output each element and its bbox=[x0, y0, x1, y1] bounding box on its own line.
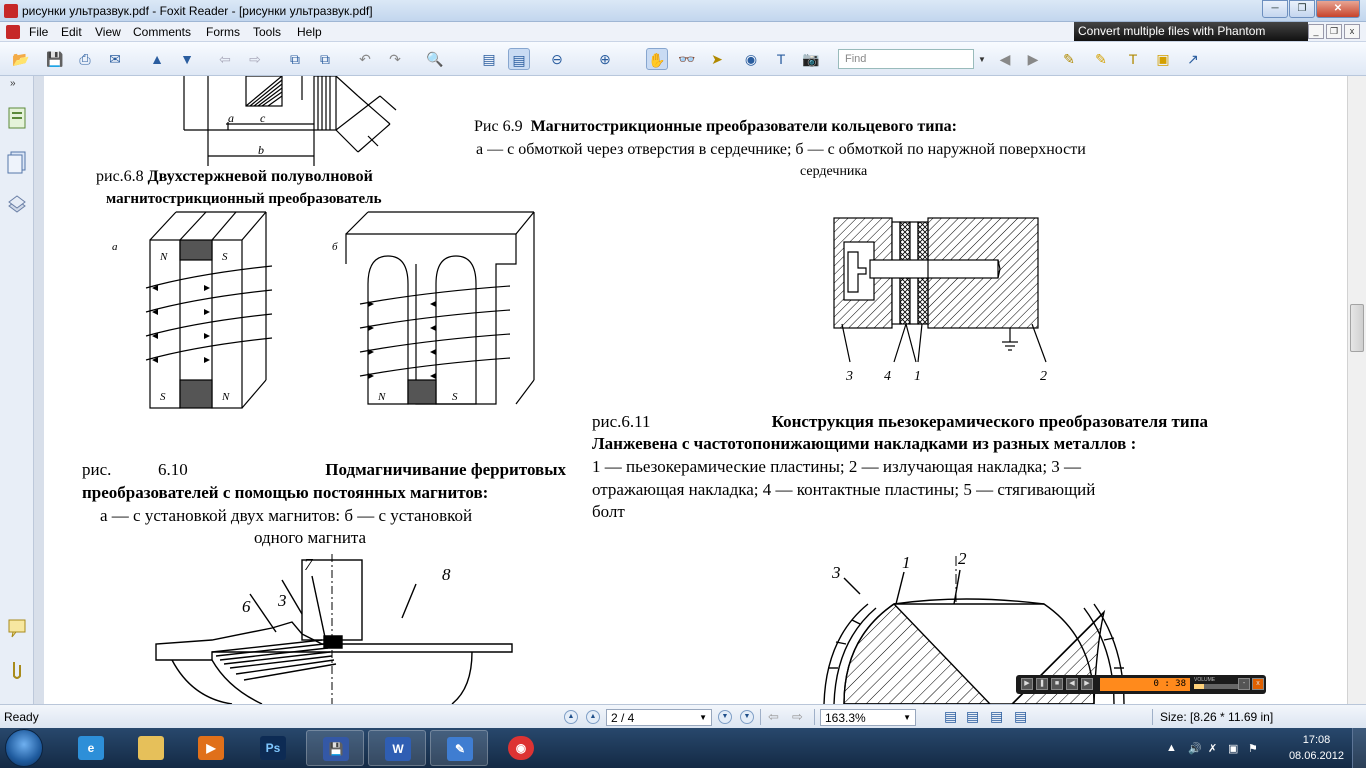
fig68-drawing bbox=[164, 76, 424, 168]
clock-date: 08.06.2012 bbox=[1288, 750, 1344, 762]
taskbar bbox=[0, 728, 1366, 768]
first-page-icon[interactable]: ▲ bbox=[564, 710, 578, 724]
player-stop-button[interactable]: ■ bbox=[1051, 678, 1063, 690]
email-icon[interactable]: ✉ bbox=[109, 51, 121, 67]
navigation-panel bbox=[0, 76, 34, 704]
zoom-icon[interactable]: 🔍 bbox=[426, 51, 444, 67]
fig610-caption-bold-1: Подмагничивание ферритовых bbox=[325, 460, 566, 479]
fig611-caption-line4: отражающая накладка; 4 — контактные пластины; 5 — стягивающий bbox=[592, 480, 1096, 499]
phantom-banner[interactable]: Convert multiple files with Phantom bbox=[1074, 22, 1308, 41]
page-size-label: Size: [8.26 * 11.69 in] bbox=[1160, 710, 1274, 724]
text-viewer-icon[interactable]: T bbox=[776, 51, 786, 67]
player-volume-slider[interactable] bbox=[1194, 684, 1242, 689]
show-desktop-button[interactable] bbox=[1352, 728, 1366, 768]
fig69-caption-line3: сердечника bbox=[800, 164, 868, 179]
hand-tool-icon[interactable]: ✋ bbox=[646, 48, 668, 70]
bottom-left-num-6: 6 bbox=[242, 597, 251, 616]
zoom-field[interactable] bbox=[820, 709, 916, 726]
typewriter-icon[interactable]: T bbox=[1128, 51, 1138, 67]
last-page-icon[interactable]: ▼ bbox=[740, 710, 754, 724]
single-page-icon[interactable]: ▤ bbox=[944, 708, 958, 724]
next-page-icon[interactable]: ▼ bbox=[180, 51, 194, 67]
fig68-label-c: c bbox=[260, 111, 266, 125]
toolbar bbox=[0, 42, 1366, 76]
player-minimize-button[interactable]: - bbox=[1238, 678, 1250, 690]
save-icon[interactable]: 💾 bbox=[46, 51, 64, 67]
fig68-label-b: b bbox=[258, 143, 264, 157]
forward-icon[interactable]: ⇨ bbox=[249, 51, 261, 67]
fig68-label-a: a bbox=[228, 111, 234, 125]
status-text: Ready bbox=[4, 710, 39, 724]
select-pointer-icon[interactable]: ➤ bbox=[711, 51, 723, 67]
bottom-right-num-3: 3 bbox=[832, 563, 841, 582]
chrome-icon: ◉ bbox=[508, 736, 534, 760]
document-viewport[interactable] bbox=[44, 76, 1347, 704]
player-pause-button[interactable]: ❚ bbox=[1036, 678, 1048, 690]
taskbar-explorer[interactable] bbox=[122, 730, 180, 766]
menu-edit[interactable]: Edit bbox=[61, 25, 82, 39]
pole-label-2: S bbox=[222, 251, 228, 263]
fig611-num-2: 2 bbox=[1040, 369, 1047, 384]
panel-splitter[interactable] bbox=[34, 76, 44, 704]
volume-icon[interactable]: 🔊 bbox=[1188, 743, 1202, 755]
fig611-caption-line3: 1 — пьезокерамические пластины; 2 — излучающая накладка; 3 — bbox=[592, 457, 1082, 476]
player-close-button[interactable]: x bbox=[1252, 678, 1264, 690]
menu-forms[interactable]: Forms bbox=[206, 25, 240, 39]
highlight-icon[interactable]: ✎ bbox=[1095, 51, 1107, 67]
tray-app-icon[interactable]: ▣ bbox=[1228, 743, 1239, 755]
fig611-num-3: 3 bbox=[846, 369, 853, 384]
player-time-display: 0 : 38 bbox=[1100, 678, 1190, 691]
network-icon[interactable]: ✗ bbox=[1208, 743, 1218, 755]
taskbar-ie[interactable] bbox=[62, 730, 120, 766]
clock-time: 17:08 bbox=[1302, 734, 1331, 746]
find-next-icon[interactable]: ▶ bbox=[1027, 51, 1039, 67]
attachments-icon[interactable] bbox=[6, 658, 28, 682]
fig610-caption-prefix: рис. bbox=[82, 460, 112, 479]
vertical-scrollbar[interactable] bbox=[1347, 76, 1366, 704]
fig611-caption-line1 bbox=[592, 412, 1208, 432]
zoom-value: 163.3% bbox=[825, 711, 866, 725]
bottom-left-num-8: 8 bbox=[442, 565, 451, 584]
note-icon[interactable]: ▣ bbox=[1156, 51, 1170, 67]
start-button[interactable] bbox=[5, 729, 43, 767]
page-number-field[interactable] bbox=[606, 709, 712, 726]
window-title: рисунки ультразвук.pdf - Foxit Reader - [рисунки ультразвук.pdf] bbox=[22, 4, 373, 18]
fig611-num-1: 1 bbox=[914, 369, 921, 384]
find-dropdown-icon[interactable]: ▼ bbox=[978, 55, 986, 64]
zoom-in-icon[interactable]: ⊕ bbox=[599, 51, 611, 67]
pages-icon[interactable] bbox=[6, 150, 28, 174]
doc-minimize-button[interactable]: _ bbox=[1308, 24, 1324, 39]
fig68-caption-bold-1: Двухстержневой полуволновой bbox=[147, 168, 373, 185]
comments-panel-icon[interactable] bbox=[6, 616, 28, 640]
bookmarks-icon[interactable] bbox=[6, 106, 28, 130]
fig611-caption-prefix: рис.6.11 bbox=[592, 412, 651, 431]
media-icon: ▶ bbox=[198, 736, 224, 760]
media-player bbox=[1016, 675, 1266, 694]
word-icon: W bbox=[385, 737, 411, 761]
minimize-button[interactable]: ─ bbox=[1262, 0, 1288, 18]
fig611-caption-bold-1: Конструкция пьезокерамического преобразователя типа bbox=[771, 412, 1208, 431]
player-next-button[interactable]: ▶ bbox=[1081, 678, 1093, 690]
fig610-label-a: а bbox=[112, 241, 118, 253]
clock[interactable] bbox=[1289, 732, 1344, 764]
fig69-caption-bold: Магнитострикционные преобразователи кольцевого типа: bbox=[530, 118, 957, 135]
pole-label-6: S bbox=[452, 391, 458, 403]
fig69-caption-line1 bbox=[474, 118, 957, 136]
pole-label-3: S bbox=[160, 391, 166, 403]
bottom-right-num-2: 2 bbox=[958, 549, 967, 568]
continuous-icon[interactable]: ▤ bbox=[966, 708, 980, 724]
print-icon[interactable]: ⎙ bbox=[79, 51, 91, 67]
system-tray bbox=[1136, 728, 1366, 768]
fig611-caption-line2: Ланжевена с частотопонижающими накладками из разных металлов : bbox=[592, 434, 1137, 453]
bottom-left-drawing bbox=[152, 548, 522, 704]
maximize-button[interactable]: ❐ bbox=[1289, 0, 1315, 18]
menu-view[interactable]: View bbox=[95, 25, 121, 39]
fit-page-icon[interactable]: ▤ bbox=[482, 51, 496, 67]
taskbar-chrome[interactable] bbox=[492, 730, 550, 766]
fig611-drawing bbox=[820, 212, 1090, 390]
taskbar-word[interactable] bbox=[368, 730, 426, 766]
pole-label-1: N bbox=[160, 251, 168, 263]
window-controls bbox=[1261, 0, 1360, 18]
back-view-icon[interactable]: ⇦ bbox=[768, 709, 779, 724]
fig68-caption-line2: магнитострикционный преобразователь bbox=[106, 191, 382, 207]
continuous-facing-icon[interactable]: ▤ bbox=[1014, 708, 1028, 724]
player-volume-label: VOLUME bbox=[1194, 677, 1216, 683]
back-icon[interactable]: ⇦ bbox=[219, 51, 231, 67]
document-icon[interactable] bbox=[6, 25, 20, 39]
copy-icon[interactable]: ⧉ bbox=[290, 51, 300, 67]
arrow-tool-icon[interactable]: ↗ bbox=[1187, 51, 1199, 67]
fig610-caption-num: 6.10 bbox=[158, 460, 188, 479]
fig610-caption-line1 bbox=[82, 460, 566, 480]
find-prev-icon[interactable]: ◀ bbox=[999, 51, 1011, 67]
open-icon[interactable]: 📂 bbox=[12, 51, 30, 67]
taskbar-photoshop[interactable] bbox=[244, 730, 302, 766]
photoshop-icon: Ps bbox=[260, 736, 286, 760]
fig610-drawing bbox=[106, 204, 546, 414]
player-prev-button[interactable]: ◀ bbox=[1066, 678, 1078, 690]
close-button[interactable]: ✕ bbox=[1316, 0, 1360, 18]
fig610-label-b: б bbox=[332, 241, 338, 253]
undo-icon[interactable]: ↶ bbox=[359, 51, 371, 67]
menu-tools[interactable]: Tools bbox=[253, 25, 282, 39]
bottom-left-num-7: 7 bbox=[304, 555, 313, 574]
fig69-caption-prefix: Рис 6.9 bbox=[474, 118, 523, 135]
document-window-controls bbox=[1306, 24, 1360, 39]
snapshot-icon[interactable]: 📷 bbox=[802, 51, 820, 67]
scroll-thumb[interactable] bbox=[1350, 304, 1364, 352]
fig611-num-4: 4 bbox=[884, 369, 891, 384]
foxit-icon: ✎ bbox=[447, 737, 473, 761]
fit-width-icon[interactable]: ▤ bbox=[508, 48, 530, 70]
redo-icon[interactable]: ↷ bbox=[389, 51, 401, 67]
prev-page-icon[interactable]: ▲ bbox=[150, 51, 164, 67]
page-dropdown-icon[interactable]: ▼ bbox=[699, 713, 707, 722]
ie-icon: e bbox=[78, 736, 104, 760]
folder-icon bbox=[138, 736, 164, 760]
taskbar-media[interactable] bbox=[182, 730, 240, 766]
select-text-icon[interactable]: 👓 bbox=[678, 51, 696, 67]
paste-icon[interactable]: ⧉ bbox=[320, 51, 330, 67]
taskbar-foxit[interactable] bbox=[430, 730, 488, 766]
disk-icon: 💾 bbox=[323, 737, 349, 761]
fig610-caption-line4: одного магнита bbox=[254, 528, 367, 547]
zoom-dropdown-icon[interactable]: ▼ bbox=[903, 713, 911, 722]
fig610-caption-line3: а — с установкой двух магнитов: б — с установкой bbox=[100, 506, 473, 525]
status-bar bbox=[0, 704, 1366, 728]
player-play-button[interactable]: ▶ bbox=[1021, 678, 1033, 690]
fig69-caption-line2: а — с обмоткой через отверстия в сердечнике; б — с обмоткой по наружной поверхности bbox=[476, 141, 1086, 158]
layers-icon[interactable] bbox=[6, 194, 28, 218]
title-bar bbox=[0, 0, 1366, 22]
fig610-caption-line2: преобразователей с помощью постоянных магнитов: bbox=[82, 483, 489, 502]
expand-panel-icon[interactable]: » bbox=[10, 78, 16, 89]
find-binoculars-icon[interactable]: ◉ bbox=[744, 51, 758, 67]
zoom-out-icon[interactable]: ⊖ bbox=[551, 51, 563, 67]
doc-close-button[interactable]: x bbox=[1344, 24, 1360, 39]
forward-view-icon[interactable]: ⇨ bbox=[792, 709, 803, 724]
prev-page-status-icon[interactable]: ▲ bbox=[586, 710, 600, 724]
next-page-status-icon[interactable]: ▼ bbox=[718, 710, 732, 724]
menu-help[interactable]: Help bbox=[297, 25, 322, 39]
facing-icon[interactable]: ▤ bbox=[990, 708, 1004, 724]
menu-file[interactable]: File bbox=[29, 25, 49, 39]
fig611-caption-line5: болт bbox=[592, 502, 625, 521]
page-number-value: 2 / 4 bbox=[611, 711, 635, 725]
pole-label-4: N bbox=[222, 391, 230, 403]
tray-show-hidden-icon[interactable]: ▲ bbox=[1166, 742, 1177, 754]
edit-icon[interactable]: ✎ bbox=[1063, 51, 1075, 67]
bottom-right-num-1: 1 bbox=[902, 553, 911, 572]
find-input[interactable]: Find bbox=[838, 49, 974, 69]
foxit-app-icon[interactable] bbox=[4, 4, 18, 18]
fig68-caption-prefix: рис.6.8 bbox=[96, 168, 144, 185]
taskbar-save-app[interactable] bbox=[306, 730, 364, 766]
action-center-icon[interactable]: ⚑ bbox=[1248, 743, 1258, 755]
doc-restore-button[interactable]: ❐ bbox=[1326, 24, 1342, 39]
bottom-left-num-3: 3 bbox=[278, 591, 287, 610]
pole-label-5: N bbox=[378, 391, 386, 403]
menu-comments[interactable]: Comments bbox=[133, 25, 192, 39]
fig68-caption-line1 bbox=[96, 168, 373, 186]
